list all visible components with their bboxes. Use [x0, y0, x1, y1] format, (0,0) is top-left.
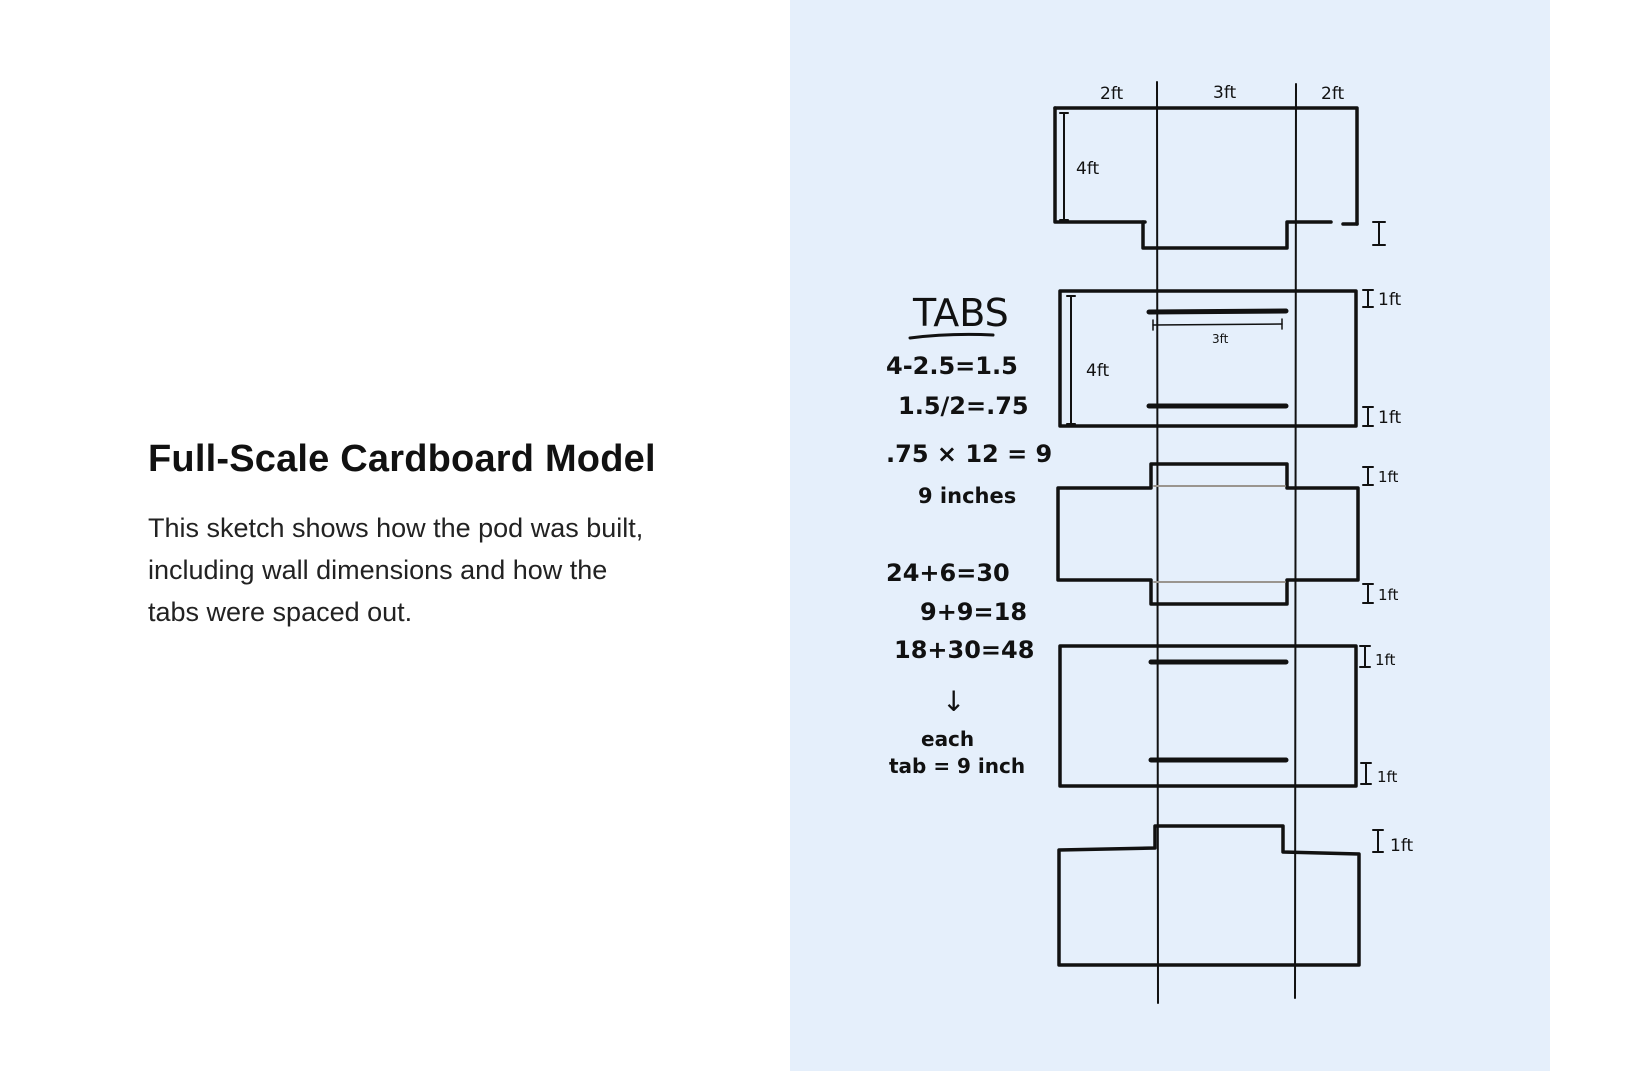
description: This sketch shows how the pod was built, including wall dimensions and how the tabs were spaced out. — [148, 513, 644, 627]
note-line-6: 9+9=18 — [920, 598, 1028, 626]
tab-label-5: 1ft — [1375, 651, 1396, 669]
dimension-mark-3a — [1363, 467, 1373, 485]
tab-label-1: 1ft — [1378, 290, 1402, 310]
tab-label-7: 1ft — [1390, 836, 1414, 856]
text-column — [148, 438, 668, 633]
dimension-4ft-1 — [1060, 113, 1068, 220]
note-line-1: 4-2.5=1.5 — [886, 352, 1018, 380]
note-line-2: 1.5/2=.75 — [898, 392, 1029, 420]
dimension-mark-5 — [1373, 830, 1383, 852]
note-line-9: tab = 9 inch — [889, 754, 1026, 778]
dim-label-top-center: 3ft — [1213, 83, 1237, 103]
tab-label-3: 1ft — [1378, 468, 1399, 486]
page-title: Full-Scale Cardboard Model — [148, 438, 656, 480]
tab-label-2: 1ft — [1378, 408, 1402, 428]
cardboard-sketch — [790, 0, 1550, 1071]
sketch-panel — [790, 0, 1550, 1071]
dimension-mark-2b — [1363, 407, 1373, 426]
dimension-mark-1 — [1373, 222, 1385, 245]
note-line-5: 24+6=30 — [886, 559, 1010, 587]
note-arrow: ↓ — [942, 685, 966, 718]
note-line-3: .75 × 12 = 9 — [886, 440, 1053, 468]
tab-label-6: 1ft — [1377, 768, 1398, 786]
section-5-panel — [1059, 826, 1359, 965]
dim-label-top-left: 2ft — [1100, 84, 1124, 104]
dim-label-inner-width: 3ft — [1212, 332, 1229, 346]
notes-title: TABS — [913, 291, 1009, 335]
dimension-mark-4a — [1360, 646, 1370, 667]
dimension-mark-3b — [1363, 584, 1373, 603]
tab-line-2a — [1149, 311, 1286, 312]
dimension-mark-2a — [1363, 290, 1373, 307]
dimension-3ft-inner — [1153, 319, 1282, 330]
dim-label-height-1: 4ft — [1076, 159, 1100, 179]
note-line-8: each — [921, 727, 975, 751]
dimension-4ft-2 — [1067, 296, 1075, 424]
dimension-mark-4b — [1361, 763, 1371, 784]
note-line-7: 18+30=48 — [894, 636, 1035, 664]
guide-line-left — [1157, 82, 1158, 1003]
dim-label-top-right: 2ft — [1321, 84, 1345, 104]
section-top-panel — [1055, 108, 1357, 248]
section-4-panel — [1060, 646, 1356, 786]
tab-label-4: 1ft — [1378, 586, 1399, 604]
dim-label-height-2: 4ft — [1086, 361, 1110, 381]
note-line-4: 9 inches — [918, 484, 1017, 508]
